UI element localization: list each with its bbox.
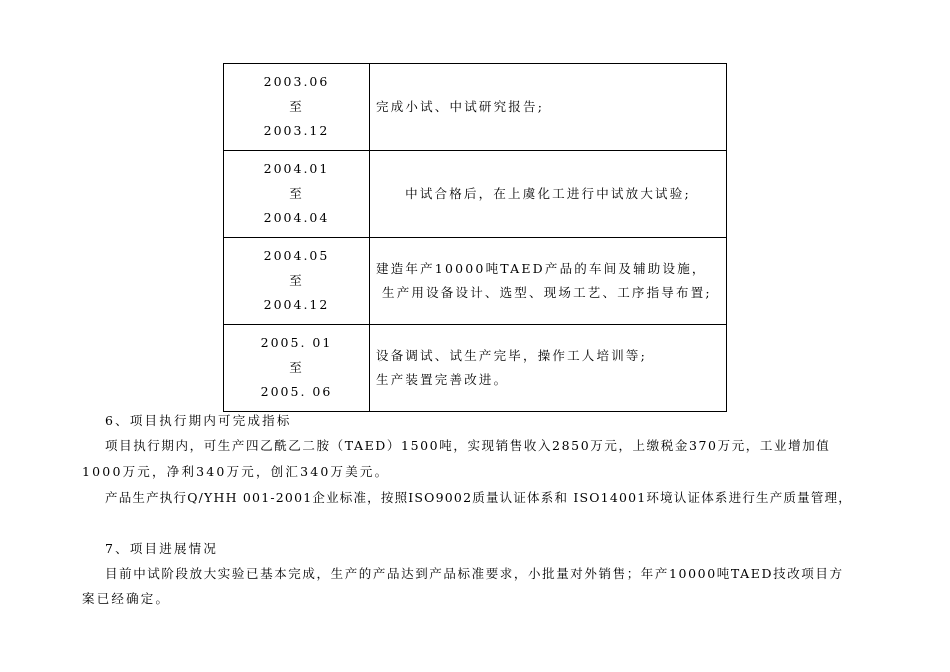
- period-cell: [224, 151, 370, 238]
- task-cell: [370, 64, 727, 151]
- period-to: 至: [289, 185, 304, 201]
- section-7-paragraph-line: 案已经确定。: [82, 591, 171, 606]
- period-start: 2005. 01: [260, 335, 333, 351]
- period-to: 至: [289, 98, 304, 114]
- table-row: [224, 151, 727, 238]
- task-cell: [370, 238, 727, 325]
- period-end: 2004.12: [263, 297, 330, 313]
- period-to: 至: [289, 272, 304, 288]
- period-end: 2004.04: [263, 210, 330, 226]
- period-cell: [224, 325, 370, 412]
- section-7-heading: 7、项目进展情况: [105, 541, 219, 556]
- section-6-standards-paragraph: 产品生产执行Q/YHH 001-2001企业标准，按照ISO9002质量认证体系和 ISO14001环境认证体系进行生产质量管理，: [105, 490, 852, 505]
- period-start: 2003.06: [263, 74, 330, 90]
- table-row: [224, 325, 727, 412]
- task-text: 建造年产10000吨TAED产品的车间及辅助设施，: [376, 260, 707, 276]
- period-end: 2005. 06: [260, 384, 333, 400]
- schedule-table: [223, 63, 727, 412]
- task-text: 生产装置完善改进。: [376, 372, 509, 387]
- task-text: 完成小试、中试研究报告;: [376, 98, 545, 114]
- task-text: 中试合格后，在上虞化工进行中试放大试验;: [405, 185, 691, 201]
- task-text: 生产用设备设计、选型、现场工艺、工序指导布置;: [382, 285, 712, 300]
- period-cell: [224, 64, 370, 151]
- table-row: [224, 238, 727, 325]
- period-cell: [224, 238, 370, 325]
- period-start: 2004.01: [263, 161, 330, 177]
- task-cell: [370, 325, 727, 412]
- period-end: 2003.12: [263, 123, 330, 139]
- task-cell: [370, 151, 727, 238]
- period-start: 2004.05: [263, 248, 330, 264]
- table-row: [224, 64, 727, 151]
- section-6-heading: 6、项目执行期内可完成指标: [105, 413, 292, 428]
- section-7-paragraph-line: 目前中试阶段放大实验已基本完成，生产的产品达到产品标准要求，小批量对外销售；年产10000吨TAED技改项目方: [105, 566, 844, 581]
- period-to: 至: [289, 359, 304, 375]
- section-6-paragraph-line: 1000万元，净利340万元，创汇340万美元。: [82, 464, 390, 479]
- section-6-paragraph-line: 项目执行期内，可生产四乙酰乙二胺（TAED）1500吨，实现销售收入2850万元，上缴税金370万元，工业增加值: [105, 438, 831, 453]
- task-text: 设备调试、试生产完毕，操作工人培训等;: [376, 347, 648, 363]
